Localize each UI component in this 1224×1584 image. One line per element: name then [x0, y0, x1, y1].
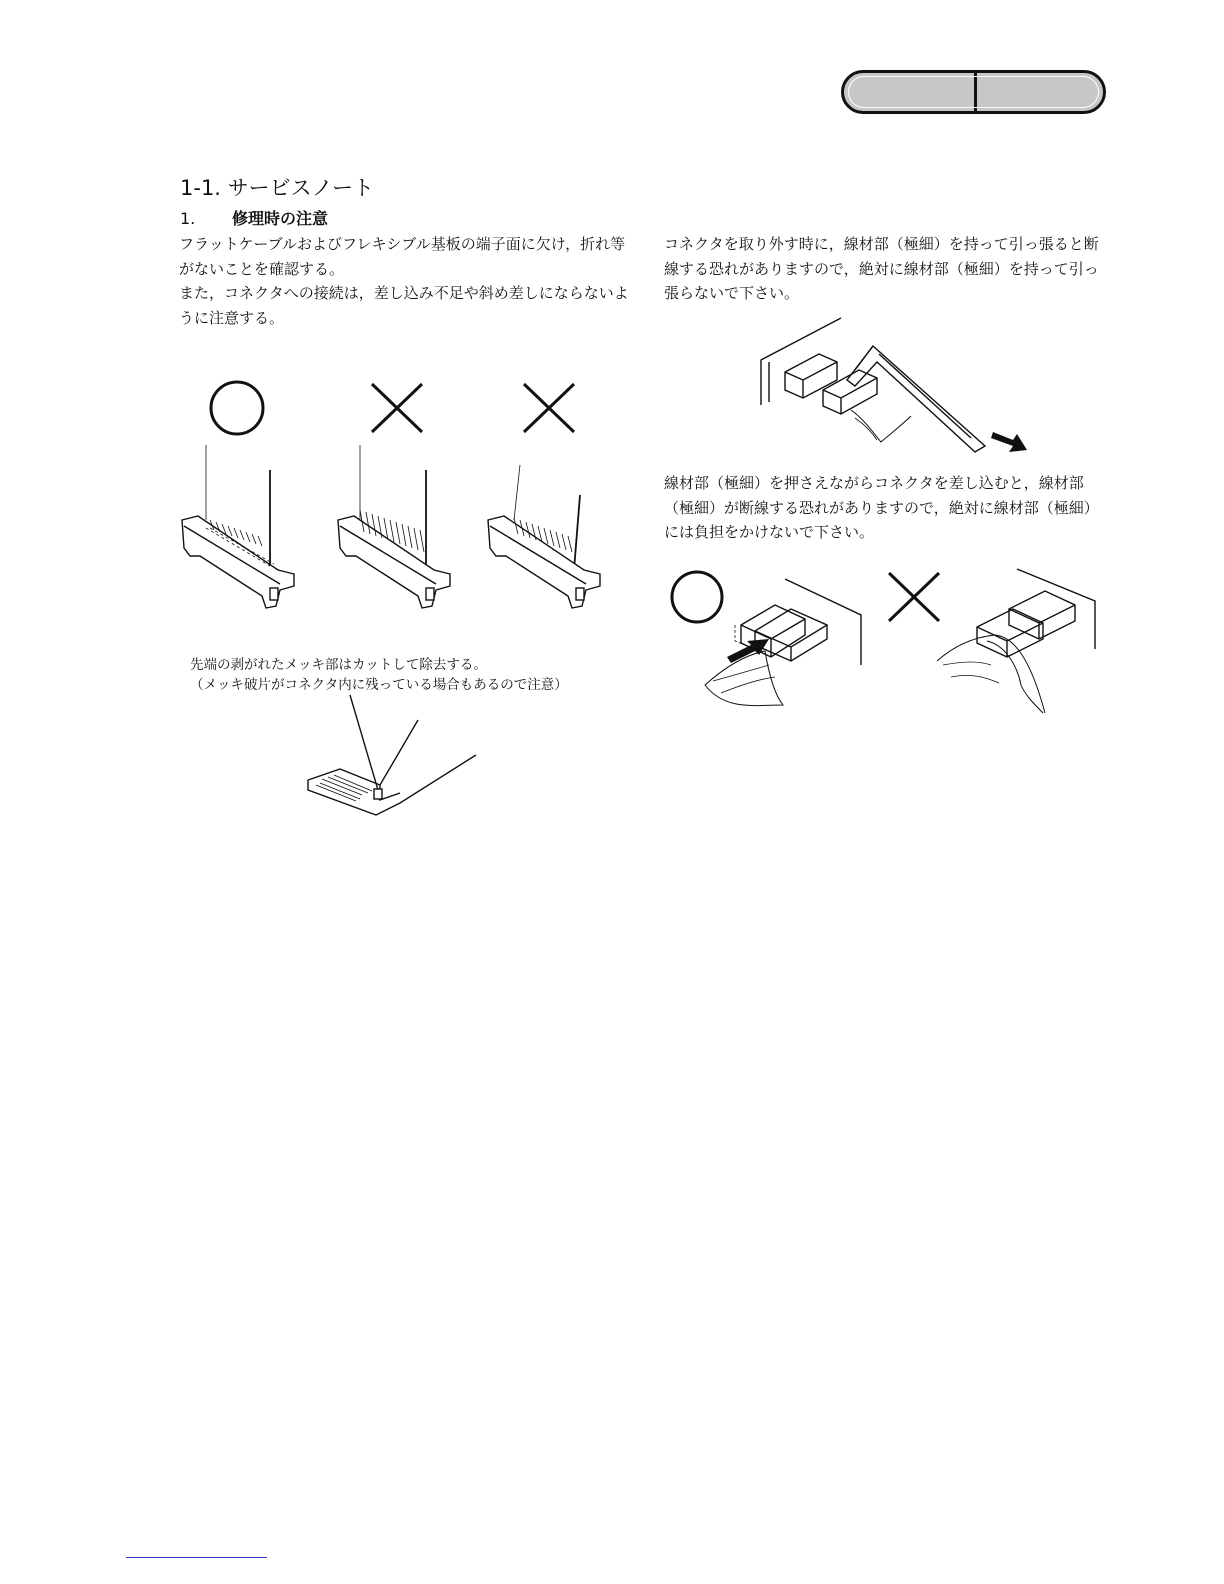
- left-paragraph-1: フラットケーブルおよびフレキシブル基板の端子面に欠け，折れ等がないことを確認する。: [179, 235, 626, 278]
- header-tab-right[interactable]: [977, 73, 1103, 111]
- right-paragraph-1: コネクタを取り外す時に，線材部（極細）を持って引っ張ると断線する恐れがありますので，絶対に線材部（極細）を持って引っ張らないで下さい。: [664, 235, 1099, 302]
- correct-mark-icon: [672, 572, 722, 622]
- footer-link-underline: [126, 1557, 267, 1558]
- right-paragraph-2: 線材部（極細）を押さえながらコネクタを差し込むと，線材部（極細）が断線する恐れがありますので，絶対に線材部（極細）には負担をかけないで下さい。: [664, 474, 1099, 541]
- subsection-heading: [180, 206, 328, 229]
- arrow-icon: [991, 432, 1027, 452]
- connector-incorrect-1: [338, 445, 450, 608]
- incorrect-mark-icon: [524, 384, 574, 432]
- subsection-title: 修理時の注意: [232, 209, 329, 228]
- pull-cable-figure: [755, 310, 1045, 460]
- plating-note: [190, 655, 568, 695]
- note-line-2: （メッキ破片がコネクタ内に残っている場合もあるので注意）: [190, 677, 568, 693]
- header-tab-left[interactable]: [844, 73, 977, 111]
- cable-end-figure: [300, 695, 490, 820]
- incorrect-mark-icon: [372, 384, 422, 432]
- insert-connector-figure: [665, 565, 1115, 715]
- note-line-1: 先端の剥がれたメッキ部はカットして除去する。: [190, 657, 487, 673]
- correct-mark-icon: [211, 382, 263, 434]
- connector-insertion-figure: [170, 370, 610, 620]
- header-tab-bar: [841, 70, 1106, 114]
- incorrect-mark-icon: [889, 573, 939, 621]
- subsection-number: 1.: [180, 209, 196, 228]
- connector-correct: [182, 445, 294, 608]
- connector-incorrect-2: [488, 465, 600, 608]
- left-paragraph-2: また，コネクタへの接続は，差し込み不足や斜め差しにならないように注意する。: [179, 284, 629, 327]
- section-title: 1-1. サービスノート: [180, 176, 375, 200]
